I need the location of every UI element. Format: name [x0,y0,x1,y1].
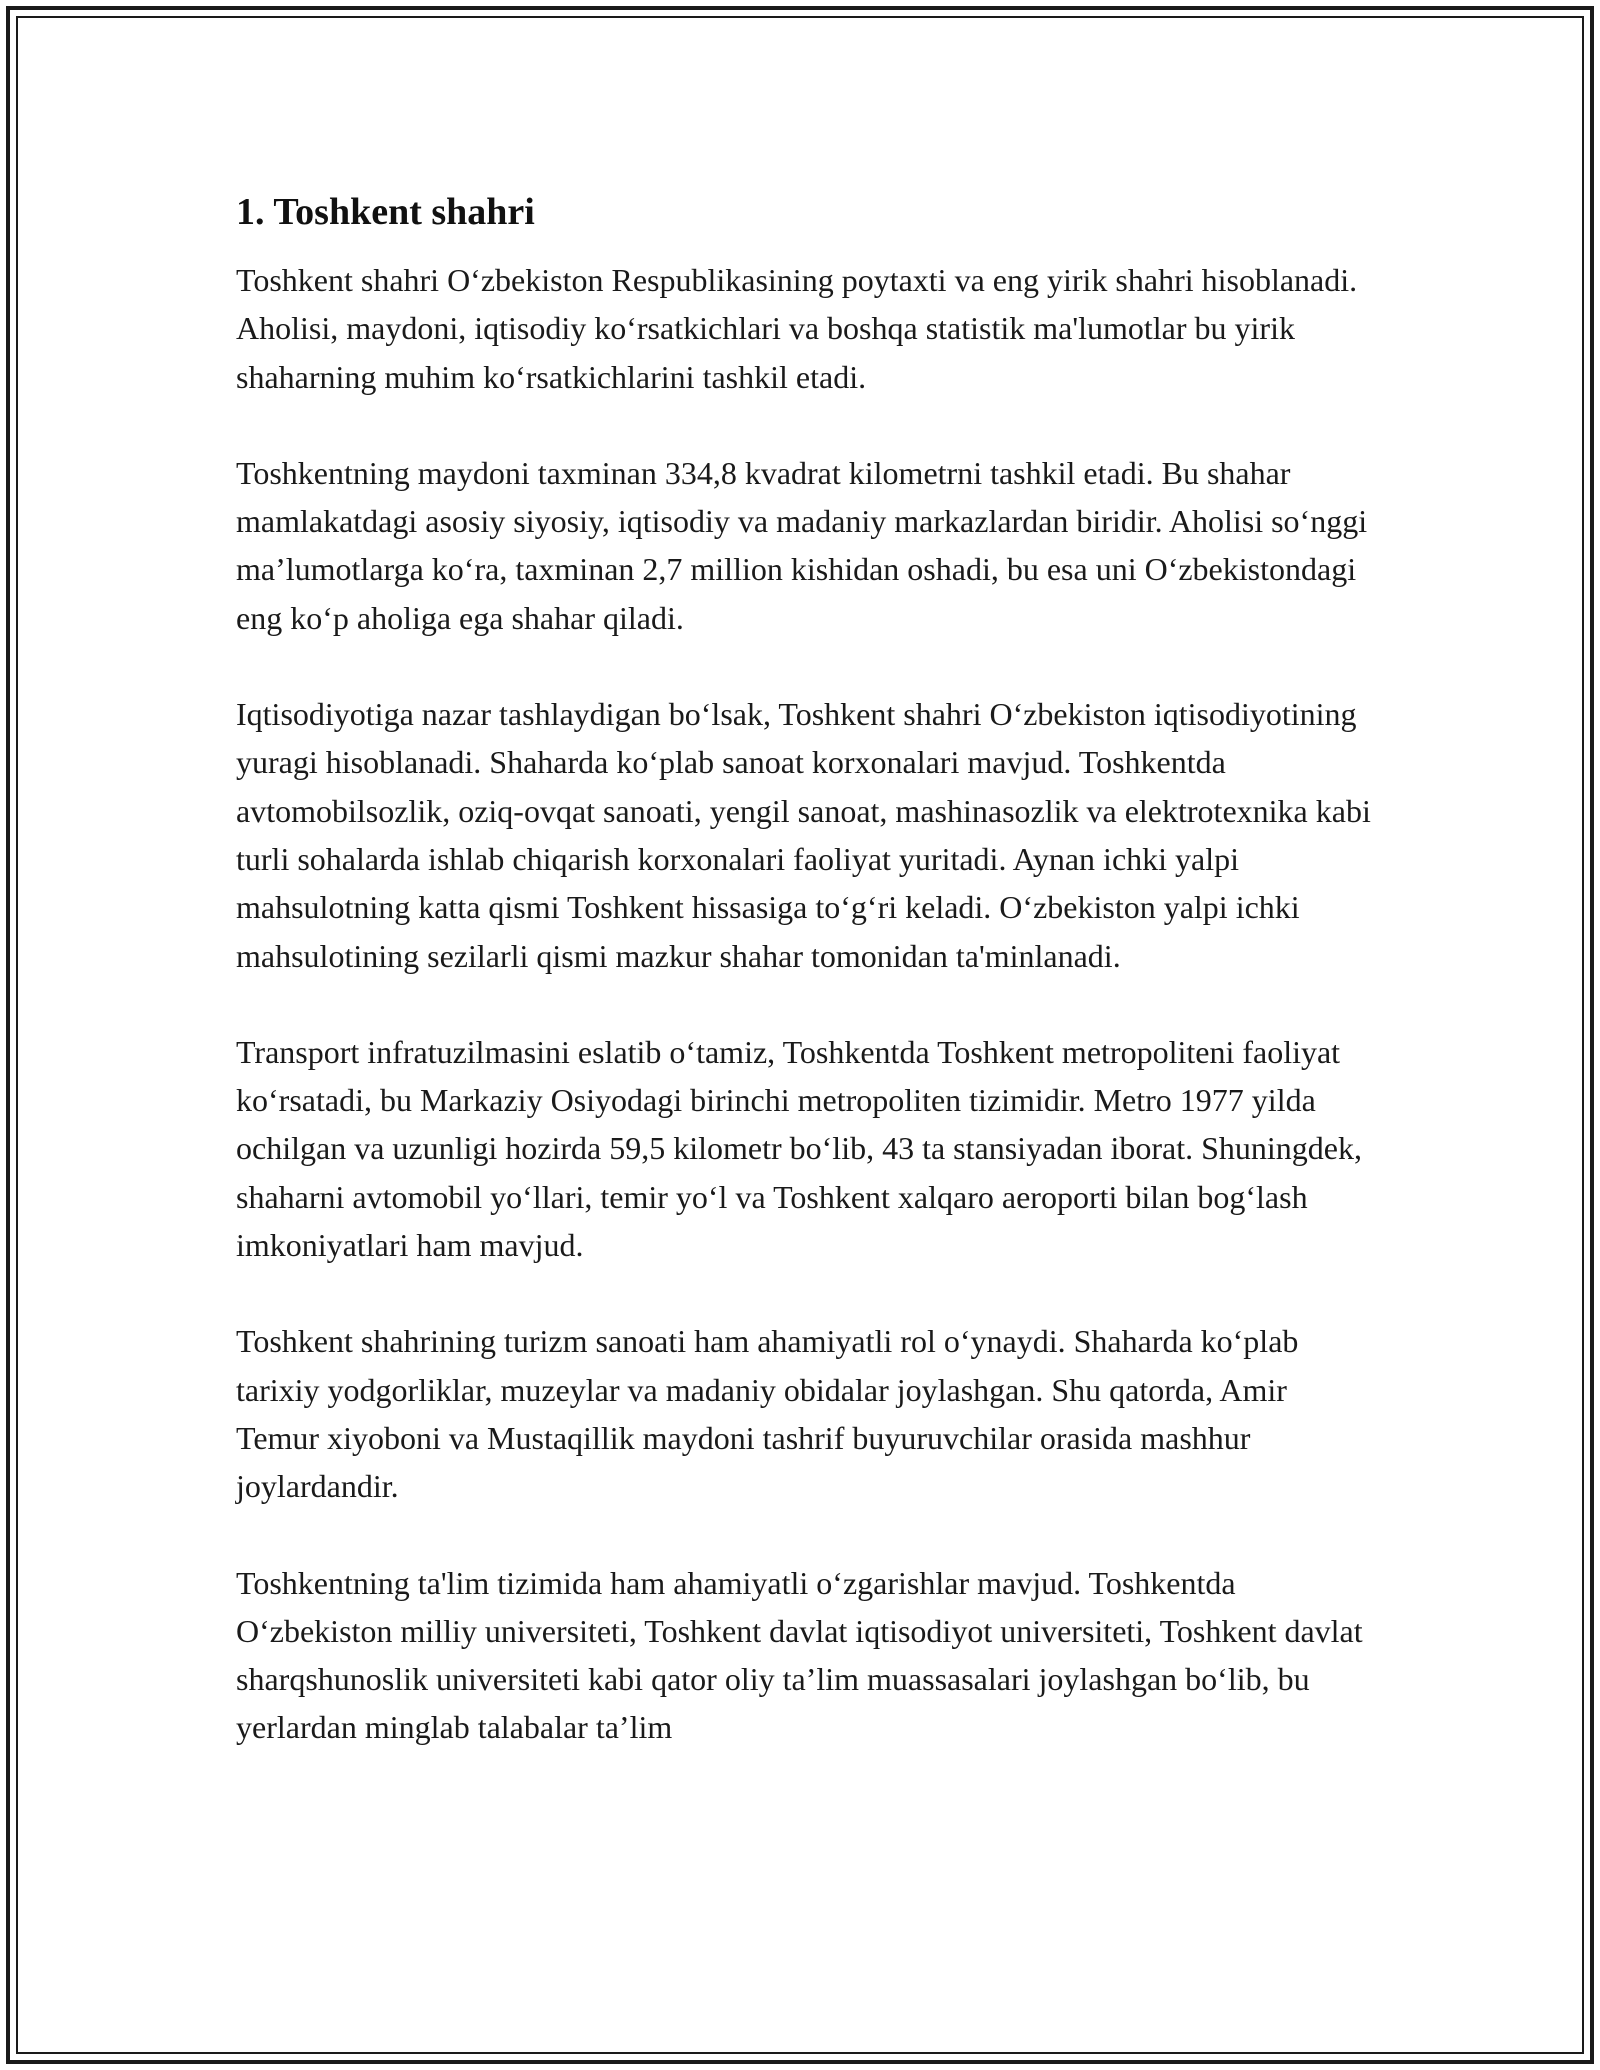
paragraph-economy: Iqtisodiyotiga nazar tashlaydigan bo‘lsak, Toshkent shahri O‘zbekiston iqtisodiyotining yuragi hisoblanadi. Shaharda ko‘plab sanoat korxonalari mavjud. Toshkentda avtomobilsozlik, oziq-ovqat sanoati, yengil sanoat, mashinasozlik va elektrotexnika kabi turli sohalarda ishlab chiqarish korxonalari faoliyat yuritadi. Aynan ichki yalpi mahsulotning katta qismi Toshkent hissasiga to‘g‘ri keladi. O‘zbekiston yalpi ichki mahsulotining sezilarli qismi mazkur shahar tomonidan ta'minlanadi. [236,696,1371,974]
paragraph-area-population: Toshkentning maydoni taxminan 334,8 kvadrat kilometrni tashkil etadi. Bu shahar mamlakatdagi asosiy siyosiy, iqtisodiy va madaniy markazlardan biridir. Aholisi so‘nggi ma’lumotlarga ko‘ra, taxminan 2,7 million kishidan oshadi, bu esa uni O‘zbekistondagi eng ko‘p aholiga ega shahar qiladi. [236,454,1368,636]
paragraph-education: Toshkentning ta'lim tizimida ham ahamiyatli o‘zgarishlar mavjud. Toshkentda O‘zbekiston milliy universiteti, Toshkent davlat iqtisodiyot universiteti, Toshkent davlat sharqshunoslik universiteti kabi qator oliy ta’lim muassasalari joylashgan bo‘lib, bu yerlardan minglab talabalar ta’lim [236,1564,1363,1746]
paragraph-transport: Transport infratuzilmasini eslatib o‘tamiz, Toshkentda Toshkent metropoliteni faoliyat ko‘rsatadi, bu Markaziy Osiyodagi birinchi metropoliten tizimidir. Metro 1977 yilda ochilgan va uzunligi hozirda 59,5 kilometr bo‘lib, 43 ta stansiyadan iborat. Shuningdek, shaharni avtomobil yo‘llari, temir yo‘l va Toshkent xalqaro aeroporti bilan bog‘lash imkoniyatlari ham mavjud. [236,1033,1362,1264]
paragraph-overview: Toshkent shahri O‘zbekiston Respublikasining poytaxti va eng yirik shahri hisoblanadi. Aholisi, maydoni, iqtisodiy ko‘rsatkichlari va boshqa statistik ma'lumotlar bu yirik shaharning muhim ko‘rsatkichlarini tashkil etadi. [236,262,1358,395]
paragraph-tourism: Toshkent shahrining turizm sanoati ham ahamiyatli rol o‘ynaydi. Shaharda ko‘plab tarixiy yodgorliklar, muzeylar va madaniy obidalar joylashgan. Shu qatorda, Amir Temur xiyoboni va Mustaqillik maydoni tashrif buyuruvchilar orasida mashhur joylardandir. [236,1323,1299,1505]
section-heading: 1. Toshkent shahri [236,191,535,233]
document-body [236,186,1376,1800]
